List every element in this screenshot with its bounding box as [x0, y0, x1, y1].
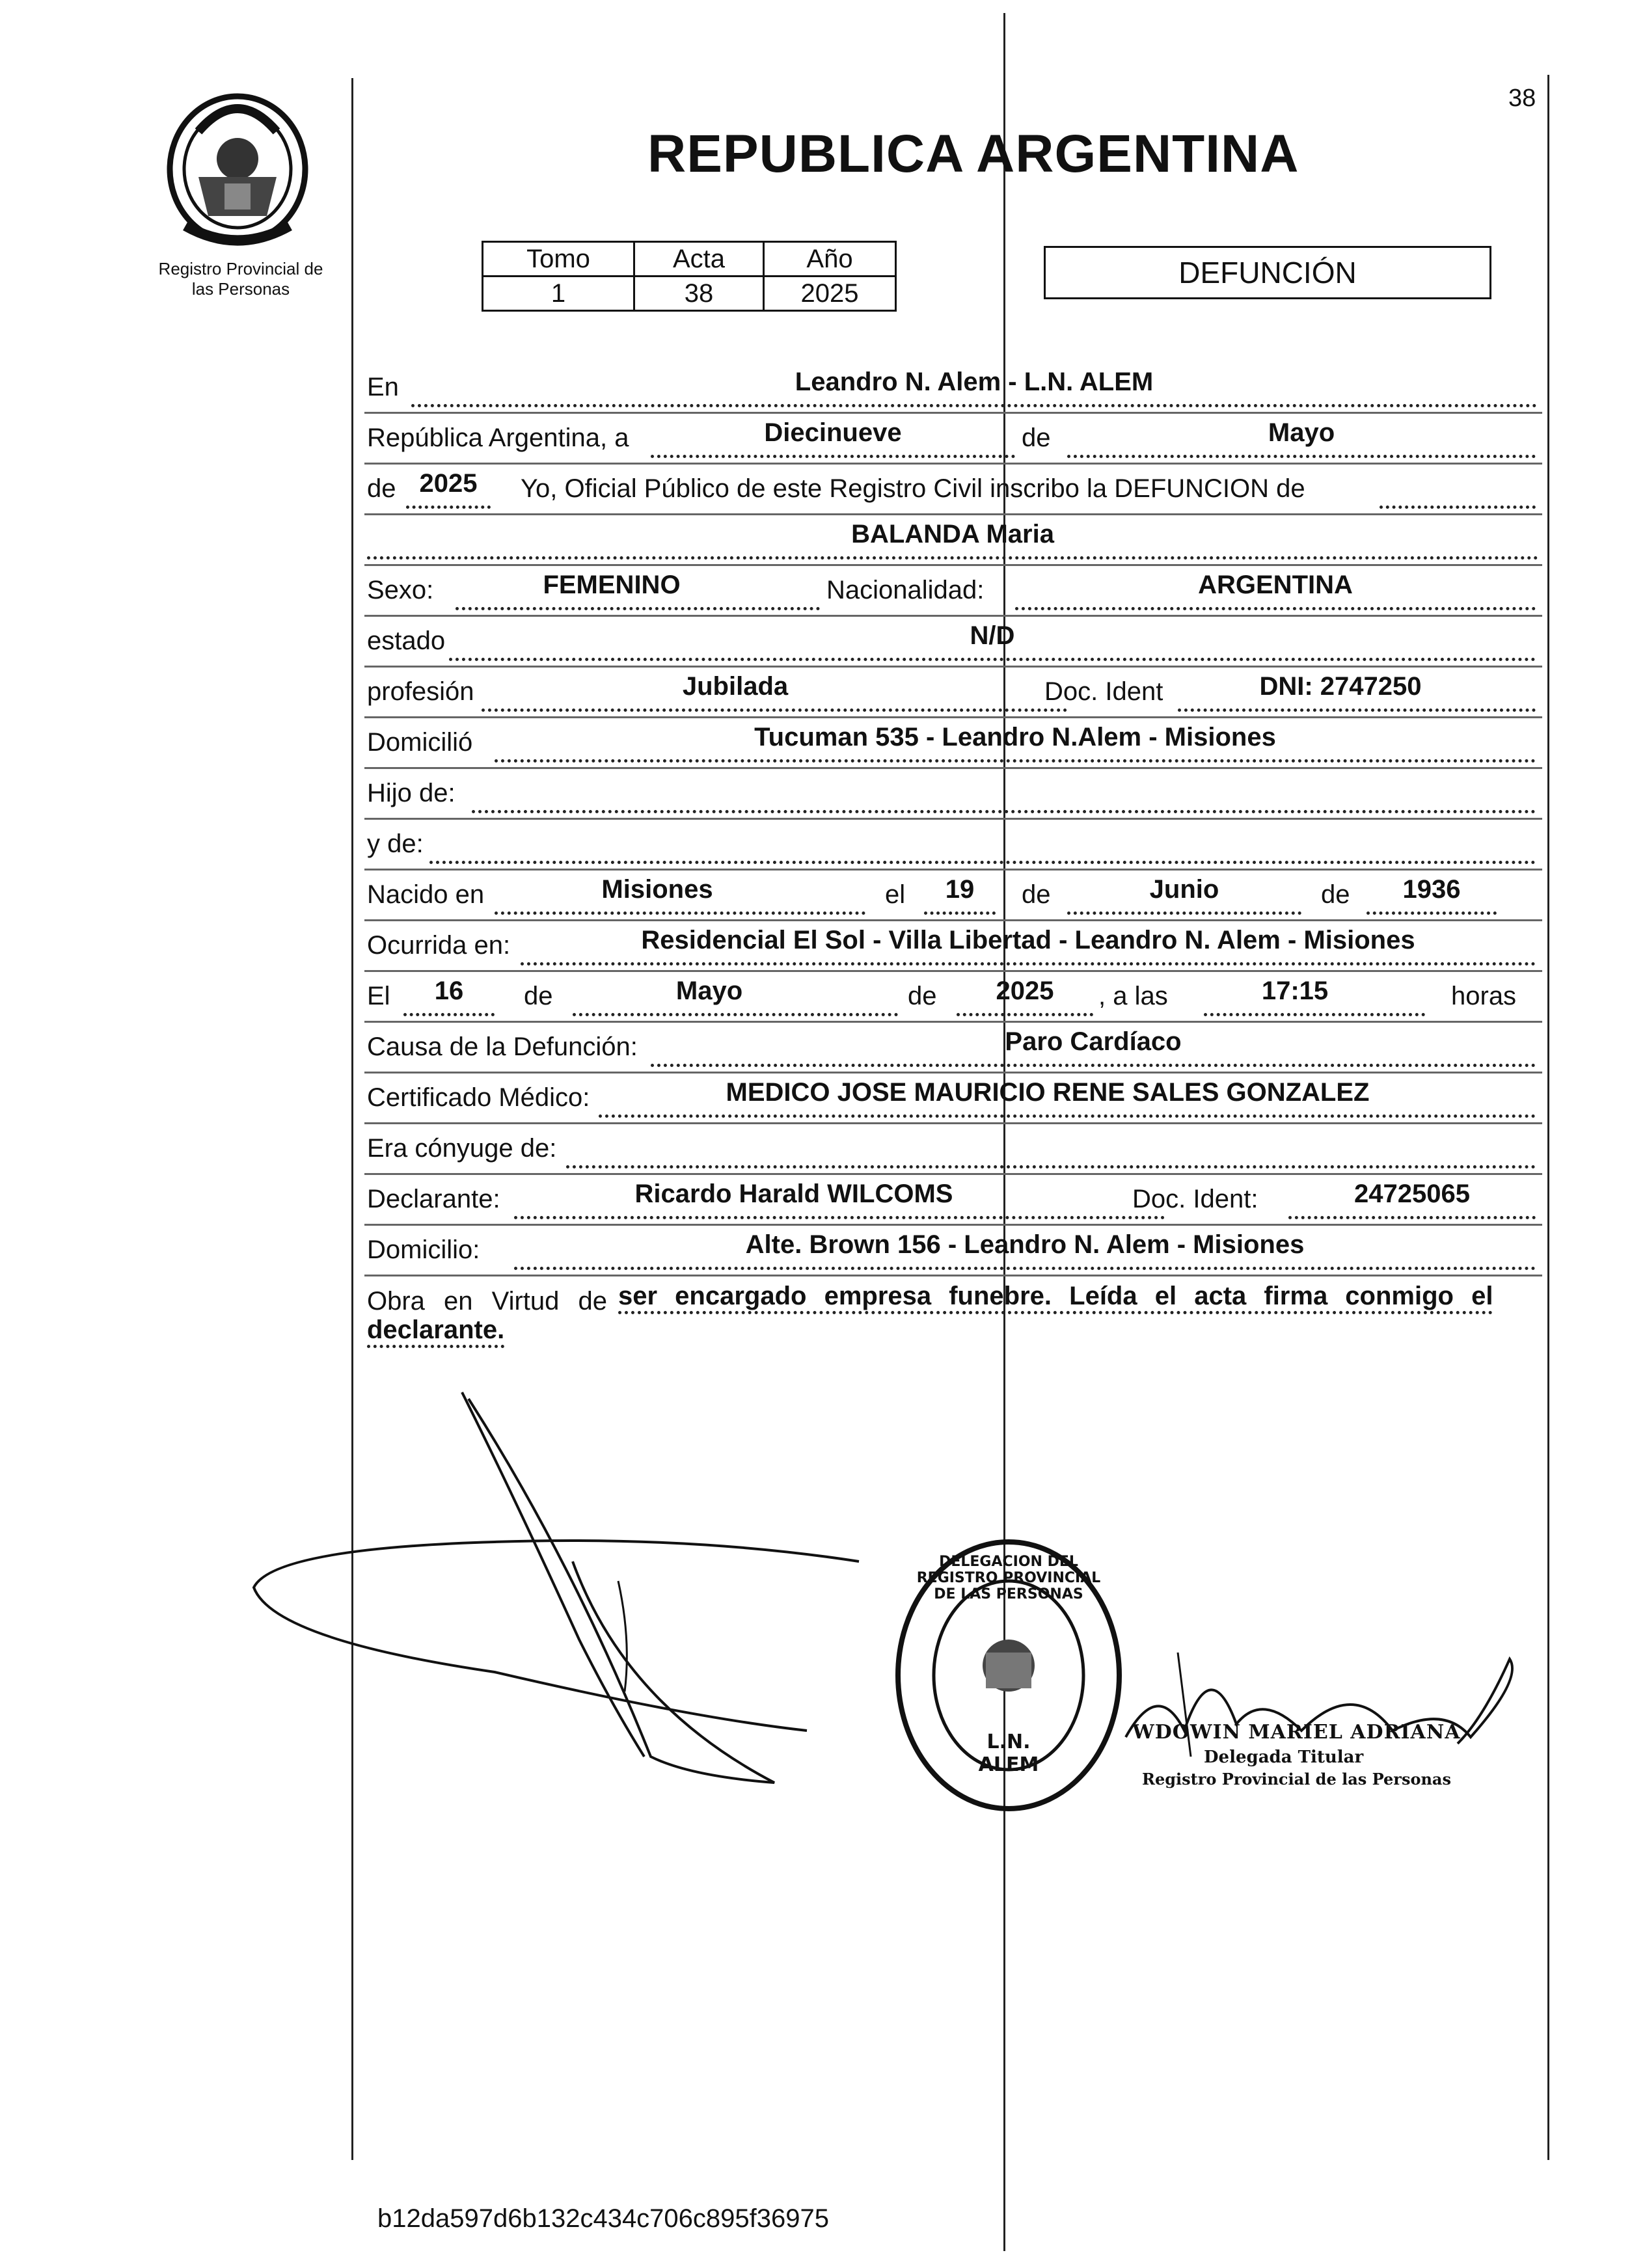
label-estado: estado: [367, 627, 446, 655]
stamp-center: L.N. ALEM: [978, 1731, 1039, 1776]
acta-header: Acta: [634, 242, 764, 277]
row-sexo: [364, 564, 1542, 617]
row-declarante: [364, 1173, 1542, 1226]
row-hijo-de: [364, 767, 1542, 820]
document-title: REPUBLICA ARGENTINA: [647, 124, 1299, 183]
label-de-anio-nac: de: [1321, 880, 1350, 909]
label-certificado: Certificado Médico:: [367, 1083, 590, 1112]
field-nacionalidad: ARGENTINA: [1198, 571, 1353, 599]
row-domicilio-declarante: [364, 1224, 1542, 1276]
page-number: 38: [1508, 85, 1536, 112]
field-dia-defuncion: 16: [434, 977, 464, 1005]
label-hijo-de: Hijo de:: [367, 779, 456, 807]
label-horas: horas: [1451, 982, 1517, 1010]
label-de-mes-nac: de: [1022, 880, 1051, 909]
field-mes-inscripcion: Mayo: [1268, 418, 1335, 447]
row-fecha-inscripcion: [364, 412, 1542, 465]
row-lugar: [364, 361, 1542, 414]
label-republica: República Argentina, a: [367, 424, 629, 452]
field-mes-nacimiento: Junio: [1149, 875, 1219, 904]
field-anio-inscripcion: 2025: [419, 469, 478, 498]
official-stamp: [891, 1535, 1126, 1815]
acta-value: 38: [634, 277, 764, 311]
row-lugar-defuncion: [364, 919, 1542, 972]
row-y-de: [364, 818, 1542, 871]
label-domicilio: Domicilio:: [367, 1235, 480, 1264]
field-causa: Paro Cardíaco: [1005, 1027, 1182, 1056]
label-de-mes-def: de: [524, 982, 553, 1010]
field-dia-letras: Diecinueve: [764, 418, 902, 447]
stamp-text: DELEGACION DEL REGISTRO PROVINCIAL DE LAS PERSONAS: [916, 1554, 1101, 1602]
label-de-anio: de: [367, 474, 396, 503]
label-domicilio-fallecido: Domicilió: [367, 728, 473, 757]
label-doc-ident-declarante: Doc. Ident:: [1132, 1185, 1258, 1213]
issuing-organization: Registro Provincial de las Personas: [158, 259, 323, 299]
label-a-las: , a las: [1098, 982, 1168, 1010]
left-border-line: [351, 78, 353, 2160]
row-obra-virtud: [364, 1276, 1542, 1355]
label-yo-oficial: Yo, Oficial Público de este Registro Civil inscribo la DEFUNCION de: [521, 474, 1305, 503]
row-nombre: [364, 513, 1542, 566]
document-type-box: DEFUNCIÓN: [1044, 246, 1491, 299]
field-nombre: BALANDA Maria: [851, 520, 1054, 548]
field-domicilio-declarante: Alte. Brown 156 - Leandro N. Alem - Misiones: [745, 1230, 1305, 1259]
field-doc-declarante: 24725065: [1354, 1180, 1470, 1208]
label-doc-ident: Doc. Ident: [1044, 677, 1163, 706]
label-el: el: [885, 880, 906, 909]
anio-value: 2025: [764, 277, 896, 311]
label-nacionalidad: Nacionalidad:: [826, 576, 985, 604]
tomo-value: 1: [483, 277, 634, 311]
row-estado: [364, 615, 1542, 668]
label-y-de: y de:: [367, 830, 424, 858]
label-en: En: [367, 373, 399, 401]
label-sexo: Sexo:: [367, 576, 434, 604]
row-certificado: [364, 1072, 1542, 1124]
row-oficial: [364, 463, 1542, 515]
field-sexo: FEMENINO: [543, 571, 681, 599]
field-estado: N/D: [970, 621, 1015, 650]
field-mes-defuncion: Mayo: [675, 977, 743, 1005]
field-hora-defuncion: 17:15: [1261, 977, 1329, 1005]
registrar-signature-block: [1132, 1721, 1461, 1789]
document-hash: b12da597d6b132c434c706c895f36975: [377, 2204, 830, 2233]
field-lugar: Leandro N. Alem - L.N. ALEM: [795, 368, 1154, 396]
misiones-coat-of-arms-icon: [159, 86, 316, 250]
label-conyuge: Era cónyuge de:: [367, 1134, 557, 1163]
label-causa: Causa de la Defunción:: [367, 1033, 638, 1061]
declarant-signature: [234, 1366, 885, 1796]
label-profesion: profesión: [367, 677, 474, 706]
field-anio-defuncion: 2025: [996, 977, 1054, 1005]
row-nacimiento: [364, 869, 1542, 921]
label-obra: Obra en Virtud de: [367, 1287, 608, 1316]
field-domicilio: Tucuman 535 - Leandro N.Alem - Misiones: [754, 723, 1276, 751]
field-obra-virtud-2: declarante.: [367, 1316, 504, 1348]
label-nacido-en: Nacido en: [367, 880, 485, 909]
label-de-anio-def: de: [908, 982, 937, 1010]
field-obra-virtud-1: ser encargado empresa funebre. Leída el acta firma conmigo el: [618, 1282, 1493, 1314]
registrar-role: Delegada Titular: [1204, 1748, 1364, 1767]
label-ocurrida-en: Ocurrida en:: [367, 931, 511, 960]
row-conyuge: [364, 1122, 1542, 1175]
row-causa: [364, 1021, 1542, 1073]
row-domicilio-fallecido: [364, 716, 1542, 769]
field-lugar-nacimiento: Misiones: [601, 875, 713, 904]
field-anio-nacimiento: 1936: [1402, 875, 1461, 904]
field-declarante: Ricardo Harald WILCOMS: [634, 1180, 953, 1208]
right-border-line: [1547, 75, 1549, 2160]
label-de: de: [1022, 424, 1051, 452]
row-fecha-defuncion: [364, 970, 1542, 1023]
field-documento: DNI: 2747250: [1259, 672, 1422, 701]
row-profesion: [364, 666, 1542, 718]
anio-header: Año: [764, 242, 896, 277]
record-reference-table: [482, 241, 897, 312]
field-profesion: Jubilada: [682, 672, 789, 701]
tomo-header: Tomo: [483, 242, 634, 277]
field-certificado-medico: MEDICO JOSE MAURICIO RENE SALES GONZALEZ: [726, 1078, 1370, 1107]
registrar-office: Registro Provincial de las Personas: [1142, 1770, 1451, 1789]
registrar-name: WDOWIN MARIEL ADRIANA: [1132, 1721, 1461, 1744]
label-el-fecha: El: [367, 982, 390, 1010]
field-dia-nacimiento: 19: [945, 875, 975, 904]
label-declarante: Declarante:: [367, 1185, 500, 1213]
field-lugar-defuncion: Residencial El Sol - Villa Libertad - Leandro N. Alem - Misiones: [641, 926, 1415, 954]
